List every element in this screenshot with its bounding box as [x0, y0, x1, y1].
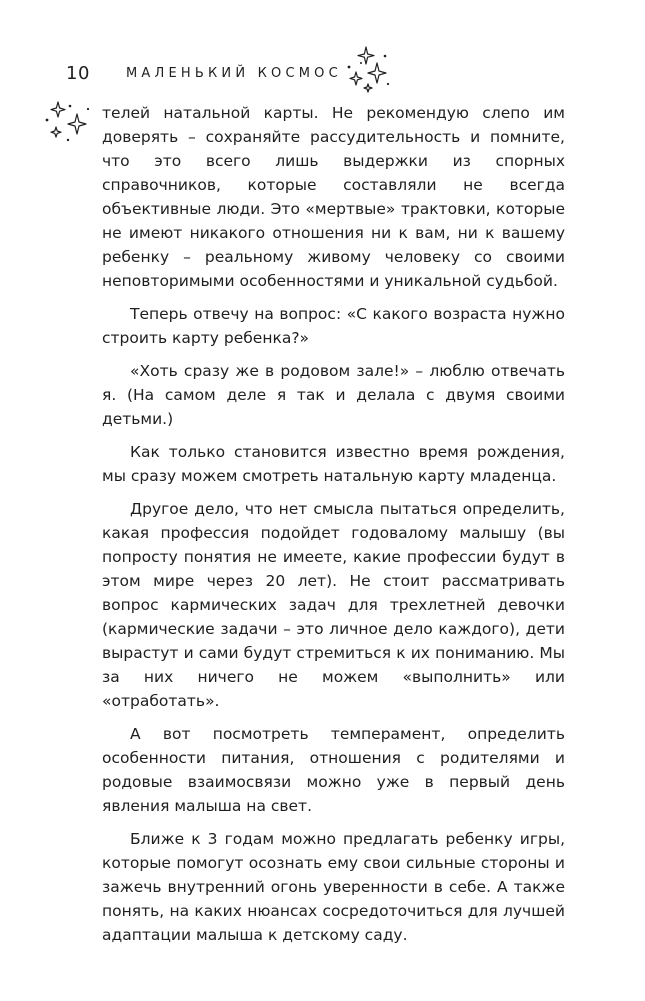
page-header: [66, 58, 396, 90]
paragraph: телей натальной карты. Не рекомендую слепо им доверять – сохраняйте рассудительность и помните, что это всего лишь выдержки из спорных справочников, которые составляли не всегда объективные люди. Это «мертвые» трактовки, которые не имеют никакого отношения ни к вам, ни к вашему ребенку – реальному живому человеку со своими неповторимыми особенностями и уникальной судьбой.: [102, 104, 565, 290]
paragraph: Ближе к 3 годам можно предлагать ребенку игры, которые помогут осознать ему свои сильные стороны и зажечь внутренний огонь уверенности в себе. А также понять, на каких нюансах сосредоточиться для лучшей адаптации малыша к детскому саду.: [102, 830, 565, 944]
paragraph: Как только становится известно время рождения, мы сразу можем смотреть натальную карту младенца.: [102, 443, 565, 485]
paragraph: «Хоть сразу же в родовом зале!» – люблю отвечать я. (На самом деле я так и делала с двумя своими детьми.): [102, 362, 565, 428]
star-cluster-icon: [343, 45, 393, 93]
paragraph: Другое дело, что нет смысла пытаться определить, какая профессия подойдет годовалому малышу (вы попросту понятия не имеете, какие профессии будут в этом мире через 20 лет). Не стоит рассматривать вопрос кармических задач для трехлетней девочки (кармические задачи – это личное дело каждого), дети вырастут и сами будут стремиться к их пониманию. Мы за них ничего не можем «выполнить» или «отработать».: [102, 500, 565, 710]
star-cluster-icon: [40, 101, 94, 145]
paragraph: А вот посмотреть темперамент, определить особенности питания, отношения с родителями и родовые взаимосвязи можно уже в первый день явления малыша на свет.: [102, 725, 565, 815]
page-number: 10: [66, 63, 90, 84]
running-title: МАЛЕНЬКИЙ КОСМОС: [126, 66, 342, 81]
paragraph: Теперь отвечу на вопрос: «С какого возраста нужно строить карту ребенка?»: [102, 305, 565, 347]
body-text: [102, 101, 565, 947]
